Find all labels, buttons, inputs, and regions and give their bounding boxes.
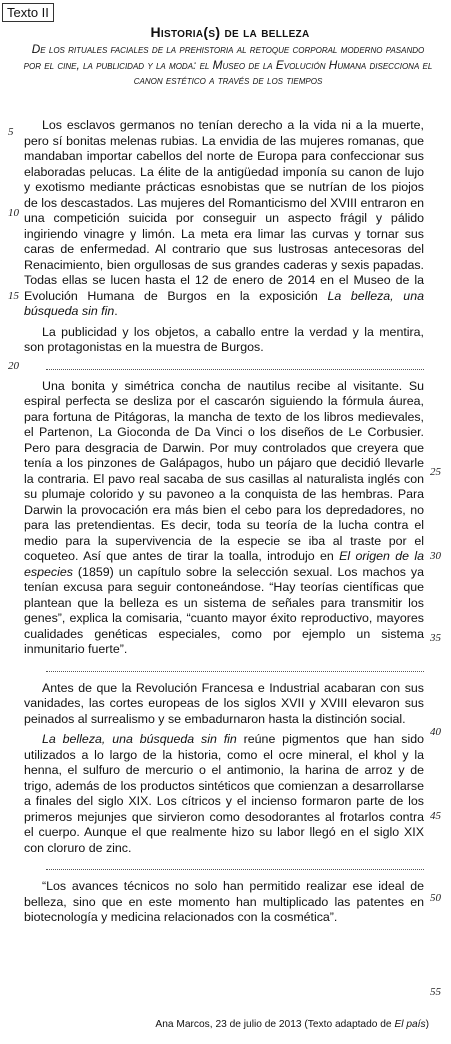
section-divider [46,361,424,370]
exhibition-title: La belleza, una búsqueda sin fin [42,732,237,746]
line-number: 5 [8,126,14,138]
article-title: Historia(s) de la belleza [150,24,310,40]
paragraph: La belleza, una búsqueda sin fin reúne pigmentos que han sido utilizados a lo largo de la historia, como el ocre mineral, el khol y la henna, el sulfuro de mercurio o el antimonio, la harina de arroz y de trigo, además de los productos sintéticos que comienzan a desarrollarse a finales del siglo XIX. Los cítricos y el incienso formaron parte de los primeros mejunjes que sirvieron como desodorantes al frotarlos contra el cuerpo. Aunque el que realmente hizo su labor llegó en el siglo XIX con cloruro de zinc. [24,732,424,855]
line-number: 55 [430,986,441,998]
line-number: 25 [430,466,441,478]
paragraph: “Los avances técnicos no solo han permitido realizar ese ideal de belleza, sino que en este momento han multiplicado las patentes en biotecnología y medicina relacionados con la cosmética”. [24,879,424,924]
article-subtitle: De los rituales faciales de la prehistoria al retoque corporal moderno pasando por el cine, la publicidad y la moda: el Museo de la Evolución Humana disecciona el canon estético a través de los tiempos [23,42,433,87]
line-number: 50 [430,892,441,904]
line-number: 10 [8,207,19,219]
line-number: 20 [8,360,19,372]
paragraph: La publicidad y los objetos, a caballo entre la verdad y la mentira, son protagonistas en la muestra de Burgos. [24,324,424,354]
line-number: 35 [430,632,441,644]
book-title: El origen de la especies [24,549,424,579]
paragraph: Antes de que la Revolución Francesa e Industrial acabaran con sus vanidades, las cortes europeas de los siglos XVII y XVIII elevaron sus peinados al surrealismo y se embadurnaron hasta la distinción social. [24,680,424,726]
section-divider [46,861,424,870]
line-number: 45 [430,810,441,822]
line-number: 15 [8,290,19,302]
section-divider [46,663,424,672]
exhibition-title: La belleza, una búsqueda sin fin [24,288,424,318]
source-citation: Ana Marcos, 23 de julio de 2013 (Texto adaptado de El país) [155,1019,429,1030]
text-label: Texto II [2,3,54,22]
line-number: 40 [430,726,441,738]
paragraph: Los esclavos germanos no tenían derecho a la vida ni a la muerte, pero sí bonitas melenas rubias. La envidia de las mujeres romanas, que mandaban importar cabellos del norte de Europa para confeccionar sus elaboradas pelucas. La élite de la antigüedad imponía su canon de lujo y exotismo mediante prácticas esnobistas que se nutrían de los piojos de los descastados. Las mujeres del Romanticismo del XVIII entraron en una competición suicida por conseguir un aspecto frágil y pálido ingiriendo vinagre y limón. La meta era limar las curvas y tornar sus caras de enfermedad. Al contrario que sus lustrosas antecesoras del Renacimiento, bien orgullosas de sus grandes caderas y sexis papadas. Todas ellas se lucen hasta el 12 de enero de 2014 en el Museo de la Evolución Humana de Burgos en la exposición La belleza, una búsqueda sin fin. [24,118,424,318]
paragraph: Una bonita y simétrica concha de nautilus recibe al visitante. Su espiral perfecta se desliza por el cascarón siguiendo la fórmula áurea, para fortuna de Pitágoras, la mancha de texto de los libros medievales, el Partenon, La Gioconda de Da Vinci o los diseños de Le Corbusier. Pero para desgracia de Darwin. Por muy controlados que creyera que tenía a los pinzones de Galápagos, hubo un pájaro que decidió llevarle la contraria. El pavo real sacaba de sus casillas al naturalista inglés con su plumaje colorido y su pavoneo a la conquista de las hembras. Para Darwin la provocación era más bien el cebo para los depredadores, no para las pretendientas. Es decir, toda su teoría de la lucha contra el medio para la supervivencia de la especie se iba al traste por el coqueteo. Así que antes de tirar la toalla, introdujo en El origen de la especies (1859) un capítulo sobre la selección sexual. Los machos ya tenían excusa para seguir contoneándose. “Hay teorías científicas que plantean que la belleza es un sistema de señales para transmitir los genes”, explica la comisaria, “cuanto mayor éxito reproductivo, mayores cualidades genéticas especiales, como por ejemplo un sistema inmunitario fuerte”. [24,378,424,656]
line-number: 30 [430,550,441,562]
publication-name: El país [394,1019,426,1030]
article-body [24,118,424,931]
